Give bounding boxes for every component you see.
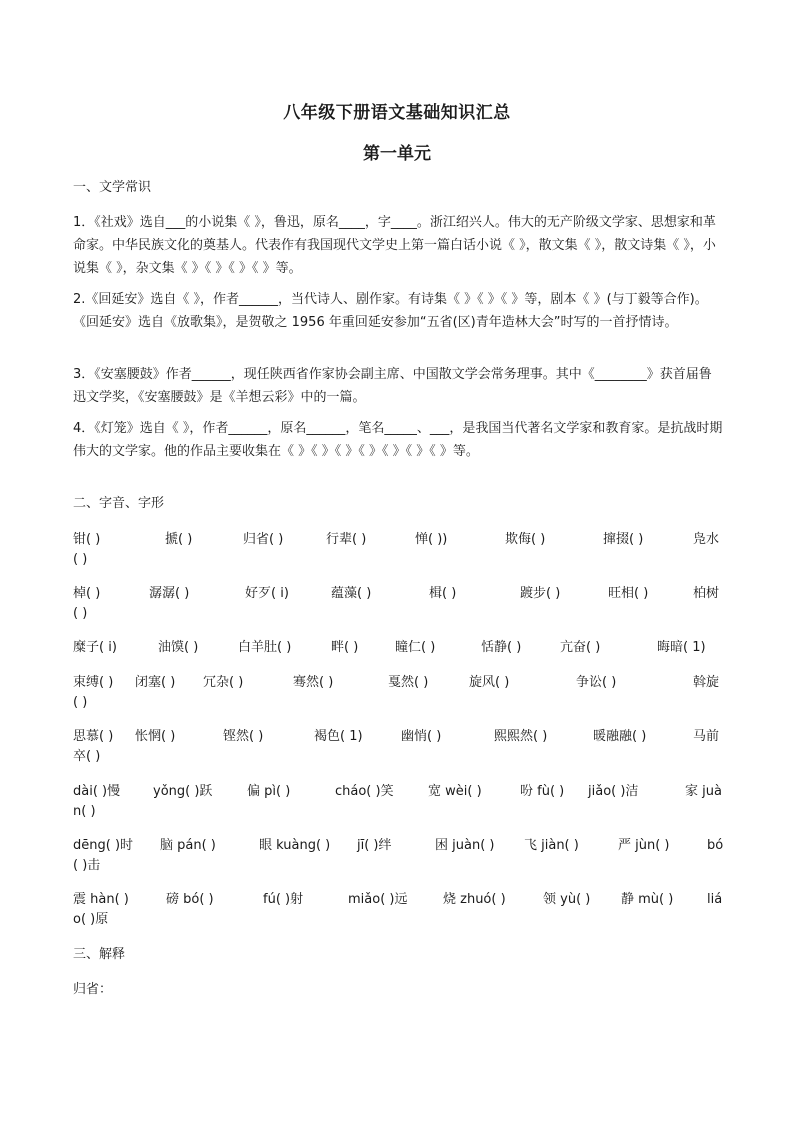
word-item: 畔( ) [331, 640, 359, 655]
word-item: 束缚( ) [73, 675, 114, 690]
word-item: 惮( )) [415, 532, 448, 547]
word-item: 搋( ) [165, 532, 193, 547]
pinyin-item: 飞 jiàn( ) [524, 838, 579, 853]
word-row-4-continuation: ( ) [73, 695, 88, 710]
pinyin-item: 烧 zhuó( ) [443, 892, 506, 907]
pinyin-item: 领 yù( ) [543, 892, 591, 907]
explanation-term: 归省： [73, 982, 113, 997]
word-item: 白羊肚( ) [238, 640, 292, 655]
word-item: 晦暗( 1) [657, 640, 706, 655]
word-row-2 [73, 584, 723, 604]
pinyin-item: 磅 bó( ) [166, 892, 214, 907]
word-item: 亢奋( ) [560, 640, 601, 655]
word-item: 思慕( ) [73, 729, 114, 744]
pinyin-item: 震 hàn( ) [73, 892, 129, 907]
section-heading-pronunciation: 二、字音、字形 [73, 496, 165, 511]
pinyin-item: jī( )绊 [357, 838, 392, 853]
word-item: 旺相( ) [608, 586, 649, 601]
pinyin-row-3 [73, 890, 723, 910]
pinyin-item: bó [707, 838, 724, 853]
word-item: 马前 [693, 729, 720, 744]
word-item: 褐色( 1) [314, 729, 363, 744]
pinyin-item: 吩 fù( ) [520, 784, 565, 799]
word-item: 冗杂( ) [203, 675, 244, 690]
word-item: 争讼( ) [576, 675, 617, 690]
word-row-4 [73, 673, 723, 693]
word-item: 好歹( i) [245, 586, 289, 601]
pinyin-row-1-continuation: n( ) [73, 804, 96, 819]
pinyin-item: dài( )慢 [73, 784, 121, 799]
word-item: 熙熙然( ) [494, 729, 548, 744]
paragraph-3: 3．《安塞腰鼓》作者______，现任陕西省作家协会副主席、中国散文学会常务理事。其中《________》获首届鲁迅文学奖，《安塞腰鼓》是《羊想云彩》中的一篇。 [73, 367, 712, 405]
word-item: 闭塞( ) [135, 675, 176, 690]
pinyin-item: fú( )射 [263, 892, 304, 907]
section-heading-literature: 一、文学常识 [73, 180, 152, 195]
word-row-5-continuation: 卒( ) [73, 749, 101, 764]
pinyin-row-2-continuation: ( )击 [73, 858, 101, 873]
word-item: 蕴藻( ) [331, 586, 372, 601]
word-row-1-continuation: ( ) [73, 552, 88, 567]
word-item: 棹( ) [73, 586, 101, 601]
pinyin-item: 偏 pì( ) [247, 784, 291, 799]
word-item: 欺侮( ) [505, 532, 546, 547]
pinyin-item: cháo( )笑 [335, 784, 394, 799]
word-item: 楫( ) [429, 586, 457, 601]
pinyin-item: dēng( )时 [73, 838, 134, 853]
pinyin-item: 静 mù( ) [621, 892, 674, 907]
word-item: 瞳仁( ) [395, 640, 436, 655]
pinyin-item: 家 juà [685, 784, 722, 799]
pinyin-item: 严 jùn( ) [618, 838, 670, 853]
page-title: 八年级下册语文基础知识汇总 [283, 103, 511, 123]
word-item: 糜子( i) [73, 640, 117, 655]
pinyin-row-3-continuation: o( )原 [73, 912, 109, 927]
word-row-5 [73, 727, 723, 747]
pinyin-row-1 [73, 782, 723, 802]
paragraph-1: 1．《社戏》选自___的小说集《 》，鲁迅，原名____，字____。浙江绍兴人。伟大的无产阶级文学家、思想家和革命家。中华民族文化的奠基人。代表作有我国现代文学史上第一篇白话小说《 》，散文集《 》，散文诗集《 》，小说集《 》，杂文集《 》《 》《 》《 》等。 [73, 215, 716, 276]
word-item: 怅惘( ) [135, 729, 176, 744]
word-item: 旋风( ) [469, 675, 510, 690]
pinyin-item: miǎo( )远 [348, 892, 408, 907]
pinyin-item: 困 juàn( ) [435, 838, 495, 853]
paragraph-2: 2.《回延安》选自《 》，作者______，当代诗人、剧作家。有诗集《 》《 》《 》等，剧本《 》(与丁毅等合作)。《回延安》选自《放歌集》，是贺敬之 1956 年重回延安参加“五省(区)青年造林大会”时写的一首抒情诗。 [73, 292, 708, 330]
pinyin-item: liá [707, 892, 723, 907]
paragraph-4: 4．《灯笼》选自《 》，作者______，原名______，笔名_____、___，是我国当代著名文学家和教育家。是抗战时期伟大的文学家。他的作品主要收集在《 》《 》《 》《 》《 》《 》《 》等。 [73, 421, 723, 459]
word-item: 戛然( ) [388, 675, 429, 690]
word-item: 恬静( ) [481, 640, 522, 655]
pinyin-item: 眼 kuàng( ) [259, 838, 331, 853]
word-item: 暖融融( ) [593, 729, 647, 744]
word-item: 骞然( ) [293, 675, 334, 690]
section-heading-explanation: 三、解释 [73, 947, 126, 962]
word-row-1 [73, 530, 723, 550]
word-row-2-continuation: ( ) [73, 606, 88, 621]
word-item: 凫水 [693, 532, 720, 547]
pinyin-item: 宽 wèi( ) [428, 784, 482, 799]
word-item: 油馍( ) [158, 640, 199, 655]
word-item: 柏树 [693, 586, 720, 601]
word-item: 踱步( ) [520, 586, 561, 601]
unit-title: 第一单元 [363, 144, 431, 164]
word-item: 撺掇( ) [603, 532, 644, 547]
pinyin-row-2 [73, 836, 723, 856]
word-item: 斡旋 [693, 675, 720, 690]
word-item: 钳( ) [73, 532, 101, 547]
pinyin-item: jiǎo( )洁 [588, 784, 639, 799]
word-item: 潺潺( ) [149, 586, 190, 601]
word-item: 幽悄( ) [401, 729, 442, 744]
pinyin-item: yǒng( )跃 [153, 784, 213, 799]
word-row-3 [73, 638, 723, 658]
word-item: 行辈( ) [326, 532, 367, 547]
word-item: 归省( ) [243, 532, 284, 547]
word-item: 铿然( ) [223, 729, 264, 744]
pinyin-item: 脑 pán( ) [160, 838, 216, 853]
